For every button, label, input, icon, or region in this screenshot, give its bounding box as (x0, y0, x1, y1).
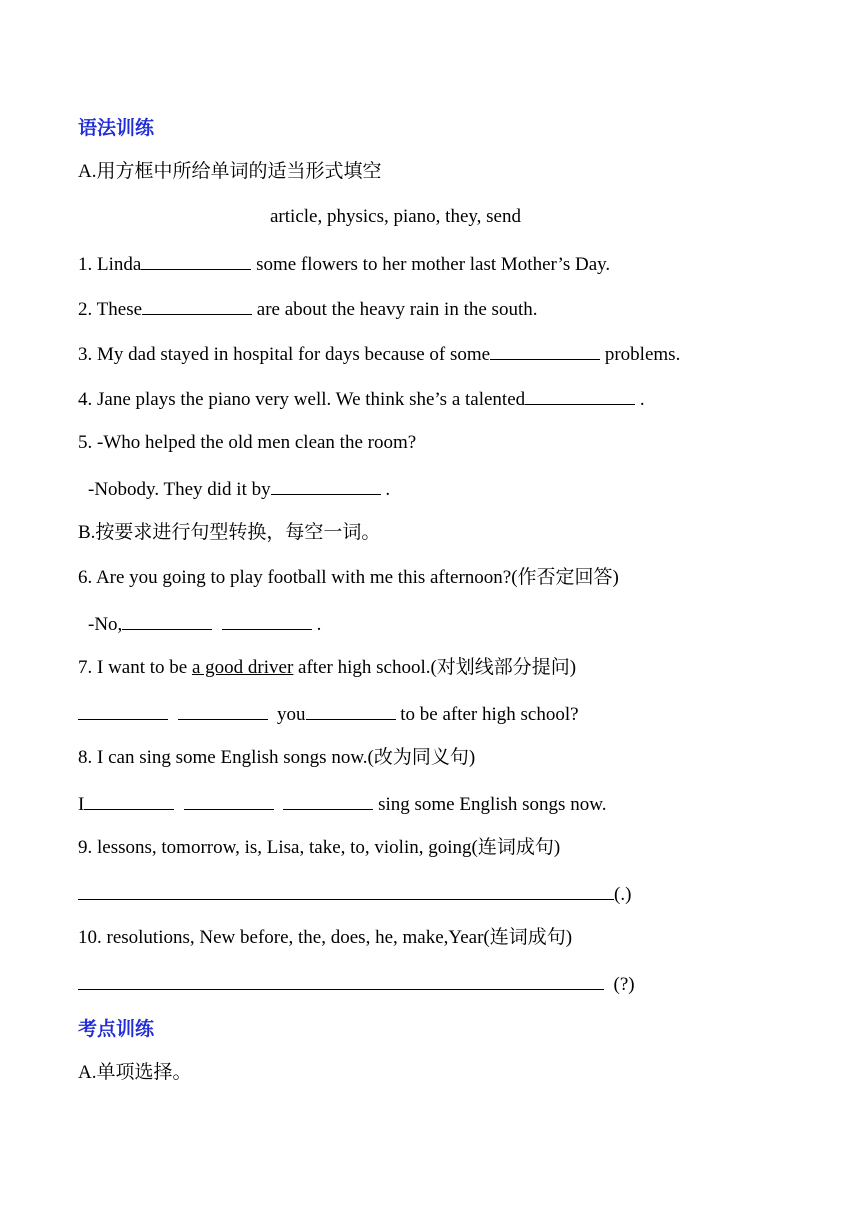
q10-answer-line[interactable] (78, 971, 604, 990)
word-box: article, physics, piano, they, send (270, 206, 521, 227)
question-9-answer (78, 881, 631, 907)
question-4 (78, 386, 645, 412)
q6-answer-text: -No, (88, 614, 123, 635)
q6-blank-1[interactable] (122, 611, 212, 630)
question-7-answer (78, 701, 579, 727)
question-2 (78, 296, 537, 322)
question-6: 6. Are you going to play football with me this afternoon?(作否定回答) (78, 567, 619, 588)
question-8: 8. I can sing some English songs now.(改为同义句) (78, 747, 476, 768)
q4-text: 4. Jane plays the piano very well. We think she’s a talented (78, 389, 526, 410)
q4-text-after: . (635, 389, 645, 410)
question-9: 9. lessons, tomorrow, is, Lisa, take, to, violin, going(连词成句) (78, 837, 561, 858)
q8-answer-after: sing some English songs now. (373, 794, 607, 815)
q1-text: 1. Linda (78, 254, 142, 275)
q10-end: (?) (613, 974, 635, 995)
q2-blank[interactable] (142, 296, 252, 315)
q7-blank-1[interactable] (78, 701, 168, 720)
q7-text-after: after high school.(对划线部分提问) (293, 657, 577, 678)
section-title-grammar: 语法训练 (78, 117, 155, 139)
q1-text-after: some flowers to her mother last Mother’s Day. (251, 254, 611, 275)
question-1 (78, 251, 610, 277)
q3-text: 3. My dad stayed in hospital for days because of some (78, 344, 491, 365)
q8-blank-3[interactable] (283, 791, 373, 810)
q4-blank[interactable] (525, 386, 635, 405)
q5-blank[interactable] (271, 476, 381, 495)
section-title-key-points: 考点训练 (78, 1018, 155, 1040)
q7-blank-2[interactable] (178, 701, 268, 720)
q7-blank-3[interactable] (306, 701, 396, 720)
question-10: 10. resolutions, New before, the, does, he, make,Year(连词成句) (78, 927, 573, 948)
part-a-instruction: A.用方框中所给单词的适当形式填空 (78, 161, 382, 182)
q8-blank-2[interactable] (184, 791, 274, 810)
question-5-answer (88, 476, 390, 502)
q2-text-after: are about the heavy rain in the south. (252, 299, 538, 320)
q3-blank[interactable] (490, 341, 600, 360)
question-8-answer (78, 791, 606, 817)
q7-answer-after: to be after high school? (395, 704, 579, 725)
q2-text: 2. These (78, 299, 143, 320)
q1-blank[interactable] (141, 251, 251, 270)
question-5: 5. -Who helped the old men clean the room? (78, 432, 417, 453)
q7-answer-you: you (277, 704, 306, 725)
q8-answer-text: I (78, 794, 85, 815)
part-a2-instruction: A.单项选择。 (78, 1062, 192, 1083)
q7-underlined-part: a good driver (191, 657, 294, 678)
question-6-answer (88, 611, 321, 637)
q8-blank-1[interactable] (84, 791, 174, 810)
q5-answer-text: -Nobody. They did it by (88, 479, 271, 500)
question-10-answer (78, 971, 635, 997)
q5-answer-after: . (380, 479, 391, 500)
question-7 (78, 656, 576, 680)
q7-text: 7. I want to be (78, 657, 192, 678)
q9-answer-line[interactable] (78, 881, 614, 900)
question-3 (78, 341, 680, 367)
q6-blank-2[interactable] (222, 611, 312, 630)
q6-answer-after: . (311, 614, 322, 635)
q3-text-after: problems. (600, 344, 681, 365)
q9-end: (.) (614, 884, 632, 905)
part-b-instruction: B.按要求进行句型转换，每空一词。 (78, 522, 381, 543)
